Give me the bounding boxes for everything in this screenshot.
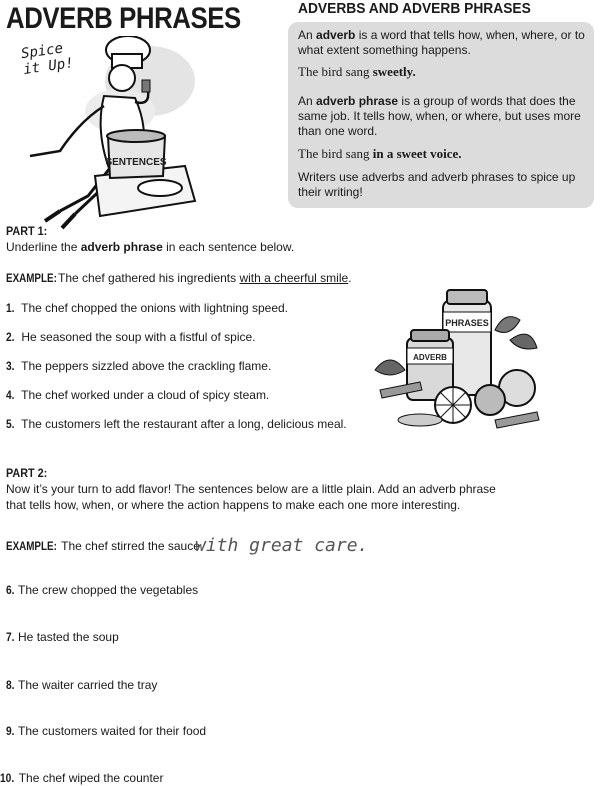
- cinnamon-stick-icon: [495, 412, 539, 428]
- chef-shoes: [45, 211, 75, 228]
- chef-illustration: [0, 36, 200, 236]
- burner: [138, 180, 182, 196]
- part2-item: 6. The crew chopped the vegetables: [6, 583, 199, 597]
- example-answer: with great care.: [195, 535, 369, 556]
- part1-item: 1. The chef chopped the onions with lightning speed.: [6, 301, 288, 315]
- chef-arm-left: [30, 106, 104, 156]
- info-heading: ADVERBS AND ADVERB PHRASES: [298, 0, 531, 17]
- part1-item: 4. The chef worked under a cloud of spicy steam.: [6, 388, 270, 402]
- writers-note: Writers use adverbs and adverb phrases to spice up their writing!: [298, 170, 576, 199]
- part2-example: EXAMPLE: The chef stirred the sauce: [6, 539, 200, 553]
- spice-caption: Spice it Up!: [20, 40, 75, 79]
- pot-rim: [107, 130, 165, 142]
- example-label: EXAMPLE:: [6, 539, 57, 553]
- adverb-example: The bird sang sweetly.: [298, 64, 416, 79]
- adverb-definition: An adverb is a word that tells how, when, where, or to what extent something happens.: [298, 28, 585, 57]
- adverb-jar-label: ADVERB: [413, 353, 447, 362]
- adverb-phrase-definition: An adverb phrase is a group of words that does the same job. It tells how, when, or where, but uses more than one word.: [298, 94, 581, 138]
- leaf-icon: [375, 360, 405, 375]
- spice-jars-illustration: [365, 270, 545, 440]
- phrases-jar-label: PHRASES: [445, 318, 489, 328]
- jar-lid: [411, 330, 449, 341]
- spice-shaker: [142, 80, 150, 92]
- example-underlined-phrase: with a cheerful smile: [239, 271, 349, 285]
- leaf-icon: [495, 317, 520, 333]
- part1-item: 2. He seasoned the soup with a fistful of spice.: [6, 330, 256, 344]
- adverb-phrase-example: The bird sang in a sweet voice.: [298, 146, 462, 161]
- part2-item: 9. The customers waited for their food: [6, 724, 207, 738]
- part2-item: 8. The waiter carried the tray: [6, 678, 158, 692]
- part2-heading: PART 2:: [6, 466, 48, 480]
- orange-icon: [475, 385, 505, 415]
- part1-item: 3. The peppers sizzled above the crackling flame.: [6, 359, 272, 373]
- spice-pile: [398, 414, 442, 426]
- part1-heading: PART 1:: [6, 224, 48, 238]
- part2-item: 10. The chef wiped the counter: [0, 771, 164, 785]
- pot-label: SENTENCES: [105, 157, 167, 168]
- part2-item: 7. He tasted the soup: [6, 630, 119, 644]
- chef-head: [109, 65, 135, 91]
- part1-item: 5. The customers left the restaurant after a long, delicious meal.: [6, 417, 347, 431]
- example-label: EXAMPLE:: [6, 271, 57, 285]
- leaf-icon: [510, 334, 537, 349]
- page-title: ADVERB PHRASES: [6, 2, 241, 35]
- part2-instructions-line1: Now it’s your turn to add flavor! The sentences below are a little plain. Add an adverb phrase: [6, 482, 496, 496]
- jar-lid: [447, 290, 487, 304]
- part1-example: EXAMPLE:The chef gathered his ingredients with a cheerful smile.: [6, 271, 352, 285]
- part2-instructions-line2: that tells how, when, or where the action happens to make each one more interesting.: [6, 498, 461, 512]
- part1-instructions: Underline the adverb phrase in each sentence below.: [6, 240, 295, 254]
